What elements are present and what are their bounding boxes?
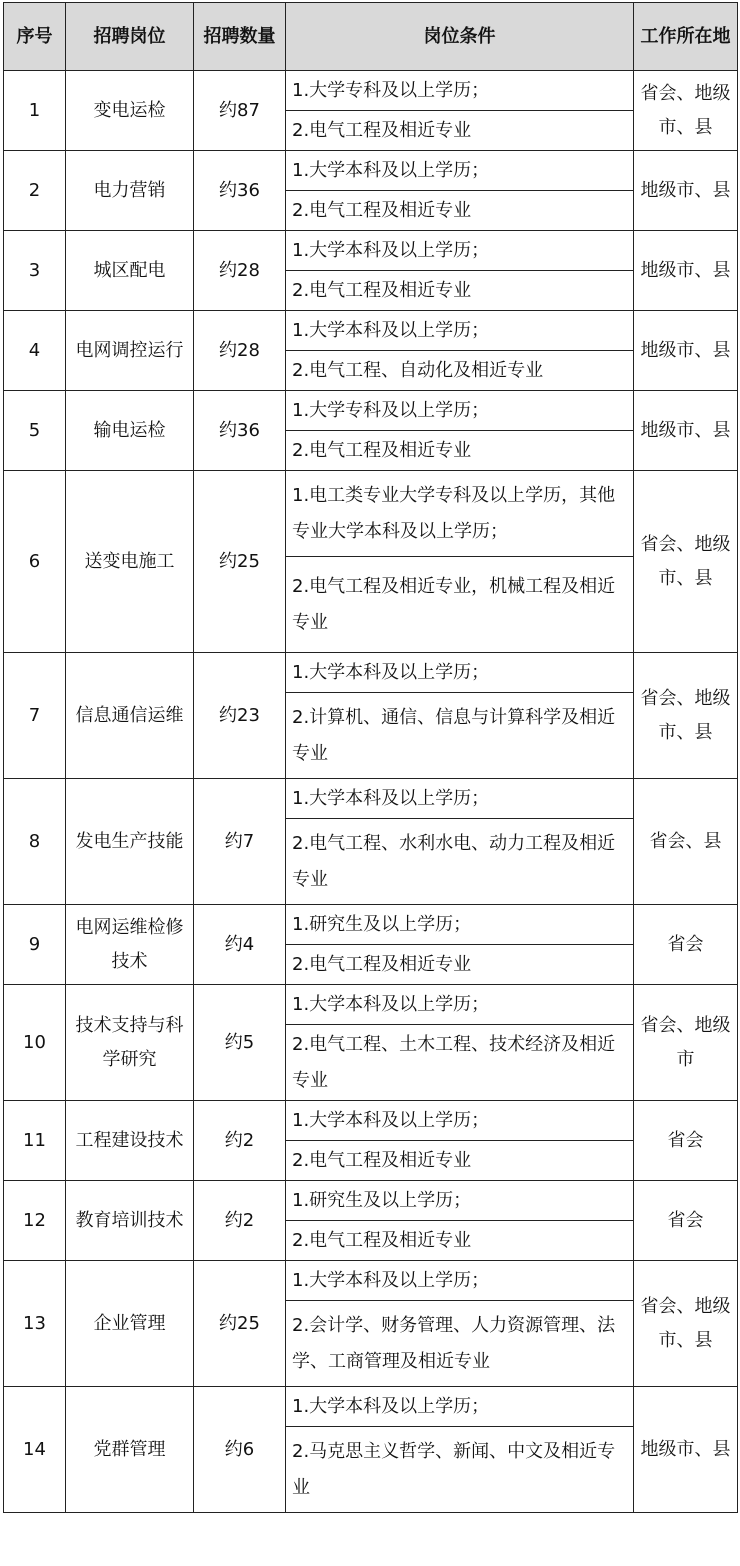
row-number: 2	[4, 151, 66, 231]
table-row	[4, 1101, 738, 1141]
quantity: 约2	[194, 1181, 286, 1261]
row-number: 9	[4, 905, 66, 985]
quantity: 约28	[194, 231, 286, 311]
position-name: 发电生产技能	[66, 779, 194, 905]
work-location: 地级市、县	[634, 311, 738, 391]
header-position: 招聘岗位	[66, 3, 194, 71]
quantity: 约36	[194, 151, 286, 231]
requirement-education: 1.大学本科及以上学历；	[286, 231, 634, 271]
requirement-education: 1.大学本科及以上学历；	[286, 151, 634, 191]
work-location: 省会、县	[634, 779, 738, 905]
work-location: 省会	[634, 1101, 738, 1181]
position-name: 电网调控运行	[66, 311, 194, 391]
table-body	[4, 71, 738, 1513]
table-row	[4, 471, 738, 557]
requirement-major: 2.电气工程及相近专业	[286, 111, 634, 151]
table-row	[4, 1261, 738, 1301]
header-requirements: 岗位条件	[286, 3, 634, 71]
position-name: 变电运检	[66, 71, 194, 151]
requirement-major: 2.会计学、财务管理、人力资源管理、法学、工商管理及相近专业	[286, 1301, 634, 1387]
work-location: 地级市、县	[634, 391, 738, 471]
row-number: 10	[4, 985, 66, 1101]
position-name: 教育培训技术	[66, 1181, 194, 1261]
table-row	[4, 905, 738, 945]
requirement-major: 2.电气工程及相近专业	[286, 271, 634, 311]
table-row	[4, 71, 738, 111]
requirement-major: 2.马克思主义哲学、新闻、中文及相近专业	[286, 1427, 634, 1513]
position-name: 城区配电	[66, 231, 194, 311]
requirement-education: 1.大学本科及以上学历；	[286, 1101, 634, 1141]
requirement-major: 2.电气工程及相近专业，机械工程及相近专业	[286, 557, 634, 653]
requirement-major: 2.电气工程及相近专业	[286, 191, 634, 231]
table-row	[4, 231, 738, 271]
table-row	[4, 653, 738, 693]
work-location: 省会、地级市、县	[634, 1261, 738, 1387]
position-name: 信息通信运维	[66, 653, 194, 779]
row-number: 1	[4, 71, 66, 151]
row-number: 5	[4, 391, 66, 471]
quantity: 约2	[194, 1101, 286, 1181]
quantity: 约4	[194, 905, 286, 985]
requirement-major: 2.电气工程、水利水电、动力工程及相近专业	[286, 819, 634, 905]
work-location: 省会、地级市、县	[634, 471, 738, 653]
position-name: 工程建设技术	[66, 1101, 194, 1181]
row-number: 7	[4, 653, 66, 779]
requirement-education: 1.大学本科及以上学历；	[286, 1387, 634, 1427]
recruitment-table	[3, 2, 738, 1513]
row-number: 4	[4, 311, 66, 391]
position-name: 企业管理	[66, 1261, 194, 1387]
quantity: 约28	[194, 311, 286, 391]
quantity: 约23	[194, 653, 286, 779]
requirement-major: 2.电气工程及相近专业	[286, 1221, 634, 1261]
header-location: 工作所在地	[634, 3, 738, 71]
table-row	[4, 311, 738, 351]
quantity: 约7	[194, 779, 286, 905]
quantity: 约36	[194, 391, 286, 471]
requirement-education: 1.大学专科及以上学历；	[286, 71, 634, 111]
position-name: 党群管理	[66, 1387, 194, 1513]
quantity: 约25	[194, 1261, 286, 1387]
requirement-major: 2.计算机、通信、信息与计算科学及相近专业	[286, 693, 634, 779]
table-row	[4, 779, 738, 819]
position-name: 电网运维检修技术	[66, 905, 194, 985]
table-row	[4, 1181, 738, 1221]
row-number: 11	[4, 1101, 66, 1181]
quantity: 约5	[194, 985, 286, 1101]
work-location: 省会	[634, 1181, 738, 1261]
work-location: 省会、地级市、县	[634, 653, 738, 779]
row-number: 3	[4, 231, 66, 311]
requirement-major: 2.电气工程、自动化及相近专业	[286, 351, 634, 391]
row-number: 14	[4, 1387, 66, 1513]
row-number: 6	[4, 471, 66, 653]
requirement-education: 1.研究生及以上学历；	[286, 905, 634, 945]
work-location: 省会	[634, 905, 738, 985]
header-no: 序号	[4, 3, 66, 71]
table-row	[4, 1387, 738, 1427]
quantity: 约87	[194, 71, 286, 151]
requirement-major: 2.电气工程及相近专业	[286, 945, 634, 985]
position-name: 电力营销	[66, 151, 194, 231]
table-header-row	[4, 3, 738, 71]
requirement-education: 1.大学本科及以上学历；	[286, 985, 634, 1025]
requirement-education: 1.大学专科及以上学历；	[286, 391, 634, 431]
work-location: 地级市、县	[634, 151, 738, 231]
work-location: 地级市、县	[634, 1387, 738, 1513]
work-location: 省会、地级市、县	[634, 71, 738, 151]
table-row	[4, 391, 738, 431]
requirement-education: 1.大学本科及以上学历；	[286, 1261, 634, 1301]
requirement-education: 1.大学本科及以上学历；	[286, 311, 634, 351]
header-quantity: 招聘数量	[194, 3, 286, 71]
requirement-education: 1.大学本科及以上学历；	[286, 779, 634, 819]
requirement-education: 1.大学本科及以上学历；	[286, 653, 634, 693]
requirement-major: 2.电气工程及相近专业	[286, 1141, 634, 1181]
position-name: 技术支持与科学研究	[66, 985, 194, 1101]
quantity: 约25	[194, 471, 286, 653]
table-row	[4, 985, 738, 1025]
requirement-major: 2.电气工程、土木工程、技术经济及相近专业	[286, 1025, 634, 1101]
table-row	[4, 151, 738, 191]
requirement-major: 2.电气工程及相近专业	[286, 431, 634, 471]
row-number: 12	[4, 1181, 66, 1261]
requirement-education: 1.电工类专业大学专科及以上学历，其他专业大学本科及以上学历；	[286, 471, 634, 557]
position-name: 送变电施工	[66, 471, 194, 653]
work-location: 地级市、县	[634, 231, 738, 311]
position-name: 输电运检	[66, 391, 194, 471]
quantity: 约6	[194, 1387, 286, 1513]
requirement-education: 1.研究生及以上学历；	[286, 1181, 634, 1221]
row-number: 8	[4, 779, 66, 905]
work-location: 省会、地级市	[634, 985, 738, 1101]
row-number: 13	[4, 1261, 66, 1387]
